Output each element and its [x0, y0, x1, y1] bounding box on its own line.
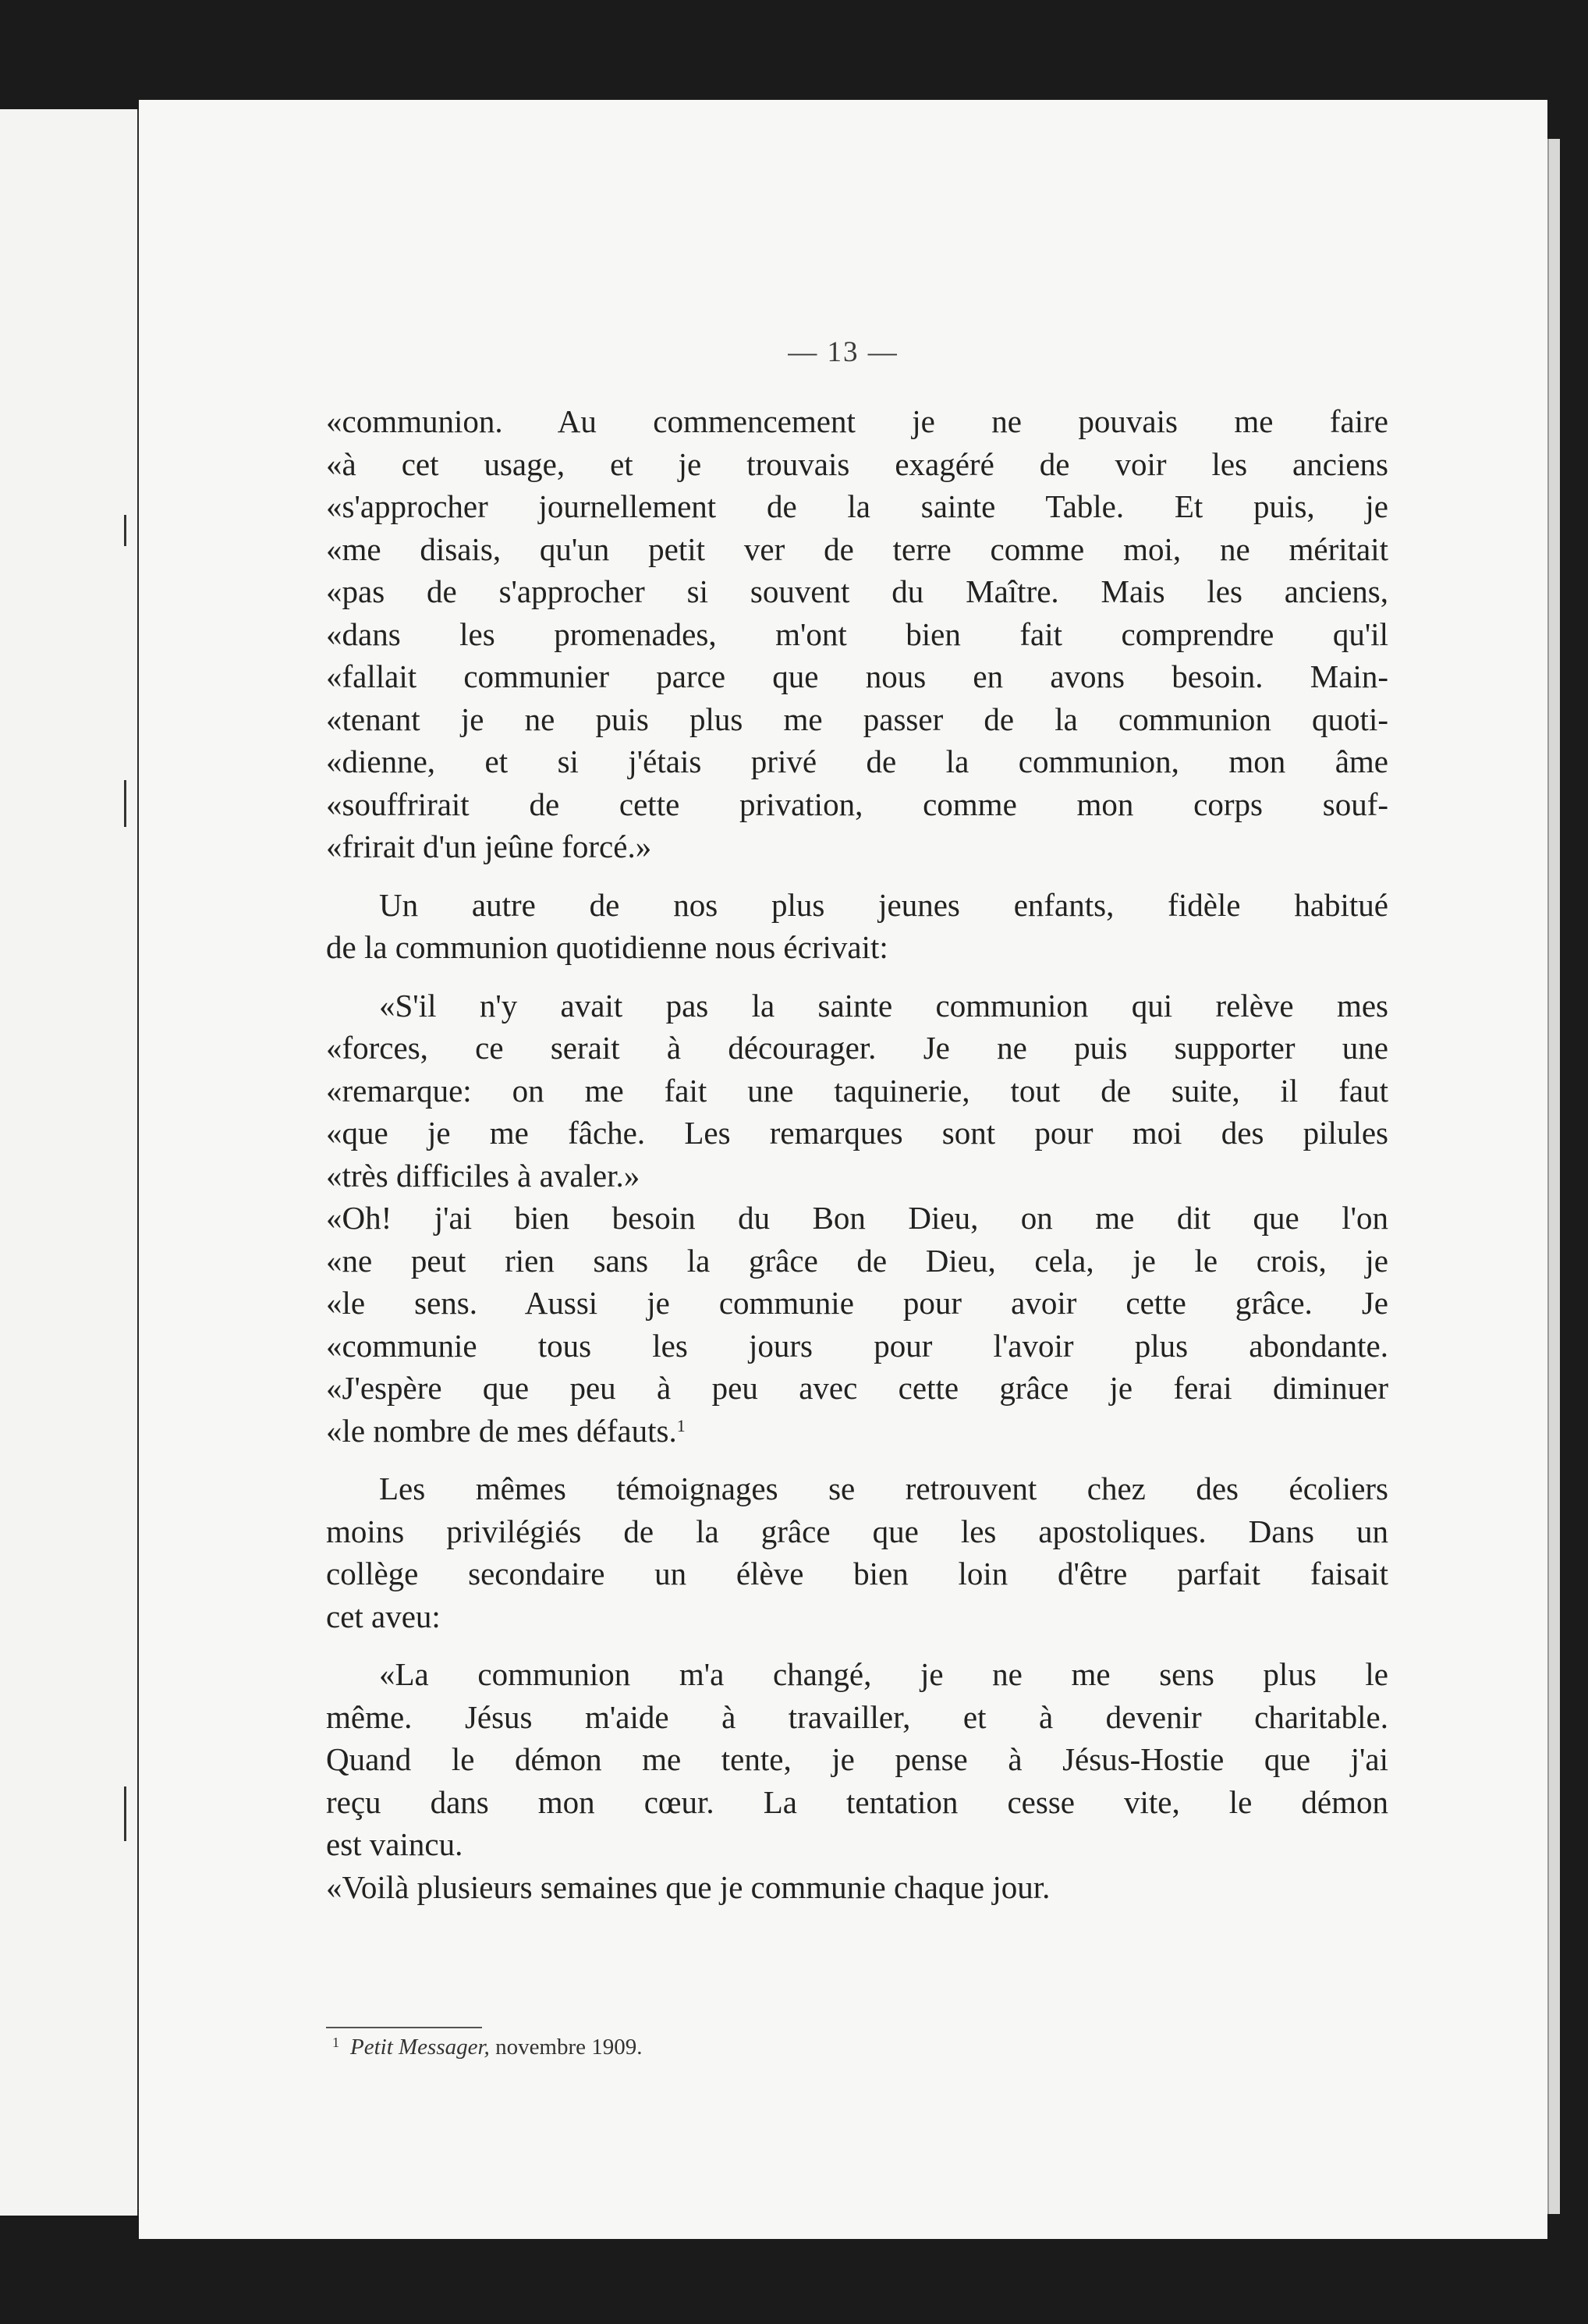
- text-line: [326, 698, 1388, 741]
- line-text: même. Jésus m'aide à travailler, et à devenir charitable.: [326, 1698, 1388, 1735]
- page-number: — 13 —: [788, 336, 899, 368]
- text-line: [326, 783, 1388, 826]
- text-line: [326, 1595, 1388, 1638]
- text-line: [326, 985, 1388, 1027]
- text-line: [326, 825, 1388, 868]
- text-line: [326, 884, 1388, 927]
- page-edge-shadow: [1547, 139, 1560, 2214]
- line-text: «le sens. Aussi je communie pour avoir cette grâce. Je: [326, 1285, 1388, 1321]
- text-line: [326, 1467, 1388, 1510]
- line-text: «pas de s'approcher si souvent du Maître. Mais les anciens,: [326, 573, 1388, 609]
- line-text: «forces, ce serait à décourager. Je ne puis supporter une: [326, 1030, 1388, 1066]
- line-text: est vaincu.: [326, 1826, 463, 1862]
- line-text: «S'il n'y avait pas la sainte communion qui relève mes: [379, 987, 1388, 1024]
- text-line: [326, 1155, 1388, 1197]
- line-text: cet aveu:: [326, 1598, 441, 1634]
- line-text: reçu dans mon cœur. La tentation cesse vite, le démon: [326, 1783, 1388, 1820]
- line-text: «à cet usage, et je trouvais exagéré de voir les anciens: [326, 445, 1388, 482]
- footnote-mark: 1: [332, 2035, 339, 2050]
- text-line: [326, 443, 1388, 486]
- footnote-rule: [326, 2027, 482, 2028]
- line-text: «tenant je ne puis plus me passer de la communion quoti-: [326, 701, 1388, 737]
- line-text: «communie tous les jours pour l'avoir plus abondante.: [326, 1327, 1388, 1364]
- text-line: [326, 1781, 1388, 1824]
- line-text: «Oh! j'ai bien besoin du Bon Dieu, on me dit que l'on: [326, 1200, 1388, 1236]
- paragraph: [326, 400, 1388, 868]
- line-text: moins privilégiés de la grâce que les apostoliques. Dans un: [326, 1513, 1388, 1549]
- page-body: [326, 400, 1388, 1908]
- paragraph: [326, 884, 1388, 969]
- line-text: «La communion m'a changé, je ne me sens plus le: [379, 1656, 1388, 1692]
- text-line: [326, 1866, 1388, 1909]
- text-line: [326, 1552, 1388, 1595]
- text-line: [326, 1367, 1388, 1410]
- text-line: [326, 655, 1388, 698]
- text-line: [326, 1197, 1388, 1240]
- line-text: de la communion quotidienne nous écrivait:: [326, 929, 888, 965]
- line-text: «s'approcher journellement de la sainte Table. Et puis, je: [326, 488, 1388, 524]
- text-line: [326, 485, 1388, 528]
- text-line: [326, 1823, 1388, 1866]
- binding-mark: [124, 1786, 126, 1841]
- paragraph: [326, 1467, 1388, 1637]
- line-text: Quand le démon me tente, je pense à Jésus-Hostie que j'ai: [326, 1741, 1388, 1777]
- facing-page-edge: [0, 109, 142, 2216]
- footnote: [332, 2035, 643, 2060]
- line-text: «fallait communier parce que nous en avons besoin. Main-: [326, 658, 1388, 694]
- paragraph: [326, 1653, 1388, 1908]
- text-line: [326, 613, 1388, 656]
- text-line: [326, 528, 1388, 571]
- line-text: «frirait d'un jeûne forcé.»: [326, 828, 652, 864]
- text-line: [326, 1410, 1388, 1453]
- line-text: Un autre de nos plus jeunes enfants, fidèle habitué: [379, 886, 1388, 923]
- text-line: [326, 570, 1388, 613]
- text-line: [326, 1240, 1388, 1283]
- text-line: [326, 926, 1388, 969]
- line-text: «remarque: on me fait une taquinerie, tout de suite, il faut: [326, 1072, 1388, 1109]
- text-line: [326, 1325, 1388, 1368]
- footnote-date: novembre 1909.: [495, 2035, 643, 2060]
- line-text: «Voilà plusieurs semaines que je communie chaque jour.: [326, 1868, 1051, 1905]
- binding-mark: [124, 515, 126, 546]
- text-line: [326, 400, 1388, 443]
- line-text: «le nombre de mes défauts.: [326, 1412, 677, 1449]
- text-line: [326, 1112, 1388, 1155]
- line-text: «J'espère que peu à peu avec cette grâce je ferai diminuer: [326, 1370, 1388, 1406]
- text-line: [326, 1696, 1388, 1739]
- line-text: «dans les promenades, m'ont bien fait comprendre qu'il: [326, 616, 1388, 652]
- paragraph: [326, 985, 1388, 1453]
- book-page: [139, 100, 1547, 2239]
- text-line: [326, 740, 1388, 783]
- line-text: «ne peut rien sans la grâce de Dieu, cela, je le crois, je: [326, 1242, 1388, 1279]
- line-text: Les mêmes témoignages se retrouvent chez des écoliers: [379, 1471, 1388, 1506]
- text-line: [326, 1027, 1388, 1070]
- line-text: «souffrirait de cette privation, comme mon corps souf-: [326, 786, 1388, 822]
- text-line: [326, 1653, 1388, 1696]
- line-text: «dienne, et si j'étais privé de la communion, mon âme: [326, 743, 1388, 779]
- line-text: «communion. Au commencement je ne pouvais me faire: [326, 403, 1388, 439]
- footnote-source: Petit Messager,: [350, 2035, 490, 2060]
- line-text: «très difficiles à avaler.»: [326, 1157, 640, 1194]
- footnote-reference: 1: [676, 1415, 686, 1435]
- text-line: [326, 1738, 1388, 1781]
- text-line: [326, 1070, 1388, 1112]
- text-line: [326, 1510, 1388, 1553]
- text-line: [326, 1282, 1388, 1325]
- line-text: «que je me fâche. Les remarques sont pour moi des pilules: [326, 1115, 1388, 1151]
- line-text: «me disais, qu'un petit ver de terre comme moi, ne méritait: [326, 530, 1388, 567]
- binding-mark: [124, 780, 126, 827]
- line-text: collège secondaire un élève bien loin d'être parfait faisait: [326, 1556, 1388, 1591]
